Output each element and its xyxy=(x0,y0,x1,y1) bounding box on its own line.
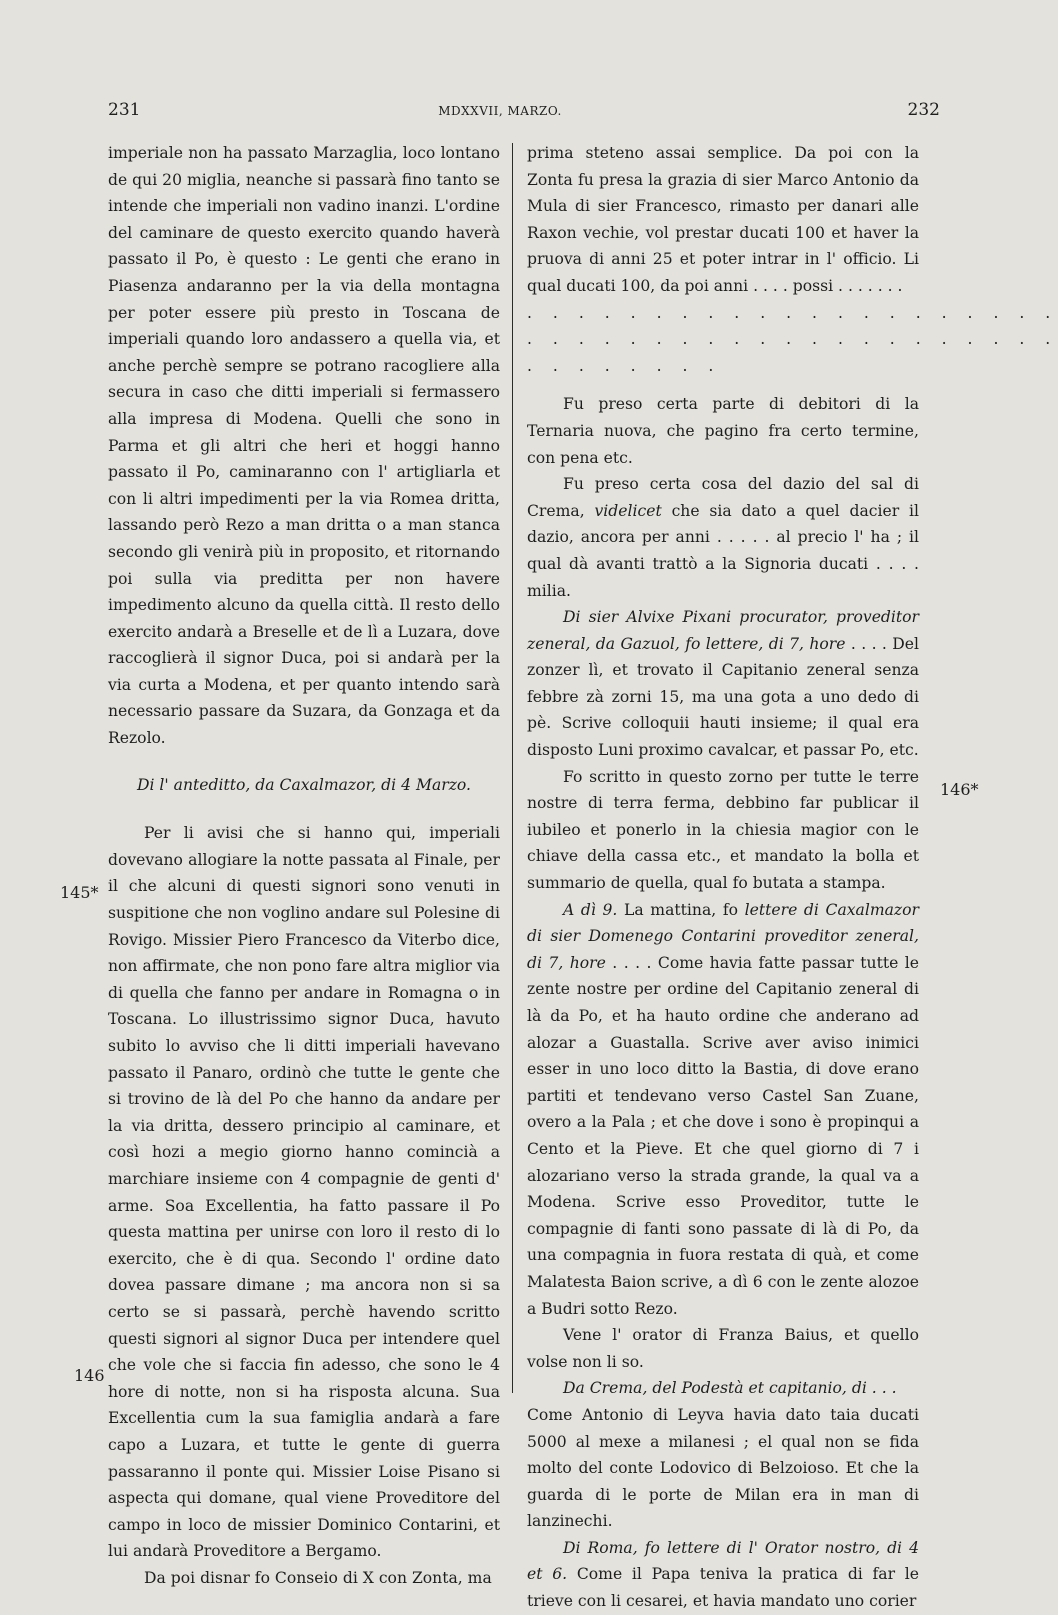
paragraph: Come Antonio di Leyva havia dato taia ducati 5000 al mexe a milanesi ; el qual non se fida molto del conte Lodovico di Belzoioso. Et che la guarda di le porte de Milan era in man di lanzinechi. xyxy=(527,1405,919,1531)
paragraph: imperiale non ha passato Marzaglia, loco lontano de qui 20 miglia, neanche si passarà fino tanto se intende che imperiali non vadino inanzi. L'ordine del caminare de questo exercito quando haverà passato il Po, è questo : Le genti che erano in Piasenza andaranno per la via della montagna per poter essere più presto in Toscana de imperiali quando loro andassero a quella via, et anche perchè sempre se potrano racogliere alla secura in caso che ditti imperiali si fermassero alla impresa di Modena. Quelli che sono in Parma et gli altri che heri et hoggi hanno passato il Po, caminaranno con l' artigliarla et con li altri impedimenti per la via Romea dritta, lassando però Rezo a man dritta o a man stanca secondo gli venirà più in proposito, et ritornando poi sulla via preditta per non havere impedimento alcuno da quella città. Il resto dello exercito andarà a Breselle et de lì a Luzara, dove raccoglierà il signor Duca, poi si andarà per la via curta a Modena, et per quanto intendo sarà necessario passare da Suzara, da Gonzaga et da Rezolo. xyxy=(108,144,500,748)
paragraph xyxy=(527,1535,919,1615)
text-span: La mattina, fo xyxy=(624,900,738,919)
text-span: . . . . Del zonzer lì, et trovato il Capitanio zeneral senza febbre zà zorni 15, ma una gota a uno dedo di pè. Scrive colloquii hauti insieme; il qual era disposto Luni proximo cavalcar, et passar Po, etc. xyxy=(527,634,919,760)
left-column xyxy=(108,140,500,1591)
left-page-number: 231 xyxy=(108,100,141,120)
paragraph xyxy=(527,604,919,764)
paragraph: Vene l' orator di Franza Baius, et quello volse non li so. xyxy=(527,1326,919,1371)
italic-span: Di sier Alvixe Pixani procurator, proveditor zeneral, da Gazuol, fo lettere, di 7, hore xyxy=(527,608,919,653)
paragraph xyxy=(527,471,919,604)
italic-span: lettere di Caxalmazor di sier Domenego Contarini proveditor zeneral, di 7, hore xyxy=(527,900,919,972)
paragraph: Fo scritto in questo zorno per tutte le terre nostre di terra ferma, debbino far publicar il iubileo et ponerlo in la chiesia magior con le chiave della cassa etc., et mandato la bolla et summario de quella, qual fo butata a stampa. xyxy=(527,767,919,893)
text-span: che sia dato a quel dacier il dazio, ancora per anni . . . . . al precio l' ha ; il qual dà avanti trattò a la Signoria ducati . . . . milia. xyxy=(527,501,919,600)
ellipsis-line: . . . . . . . . xyxy=(527,356,722,375)
margin-number-145: 145* xyxy=(60,883,99,902)
text-span: Come il Papa teniva la pratica di far le trieve con li cesarei, et havia mandato uno corier xyxy=(527,1565,919,1611)
paragraph: prima steteno assai semplice. Da poi con la Zonta fu presa la grazia di sier Marco Antonio da Mula di sier Francesco, rimasto per danari alle Raxon vechie, vol prestar ducati 100 et haver la pruova di anni 25 et poter intrar in l' officio. Li qual ducati 100, da poi anni . . . . possi . . . . . . . xyxy=(527,144,919,295)
paragraph: Fu preso certa parte di debitori di la Ternaria nuova, che pagino fra certo termine, con pena etc. xyxy=(527,395,919,467)
margin-number-146-left: 146 xyxy=(74,1366,105,1385)
italic-span: Da Crema, del Podestà et capitanio, di . . . xyxy=(563,1379,897,1398)
paragraph xyxy=(527,1375,919,1402)
italic-span: videlicet xyxy=(594,501,662,520)
text-span: . . . . Come havia fatte passar tutte le zente nostre per ordine del Capitanio zeneral di là da Po, et ha hauto ordine che anderano ad alozar a Guastalla. Scrive aver aviso inimici esser in uno loco ditto la Bastia, di dove erano partiti et tendevano verso Castel San Zuane, overo a la Pala ; et che dove i sono è propinqui a Cento et la Pieve. Et che quel giorno di 7 i alozariano verso la strada grande, la qual va a Modena. Scrive esso Proveditor, tutte le compagnie di fanti sono passate di là di Po, da una compagnia in fuora restata di quà, et come Malatesta Baion scrive, a dì 6 con le zente alozoe a Budri sotto Rezo. xyxy=(527,953,920,1318)
paragraph xyxy=(527,897,919,1323)
italic-span: Di Roma, fo lettere di l' Orator nostro, di 4 et 6. xyxy=(527,1538,919,1584)
paragraph: Per li avisi che si hanno qui, imperiali dovevano allogiare la notte passata al Finale, per il che alcuni di questi signori sono venuti in suspitione che non voglino andare sul Polesine di Rovigo. Missier Piero Francesco da Viterbo dice, non affirmate, che non pono fare altra miglior via di quella che fanno per andare in Romagna o in Toscana. Lo illustrissimo signor Duca, havuto subito lo avviso che li ditti imperiali havevano passato il Panaro, ordinò che tutte le gente che si trovino de là del Po che hanno da andare per la via dritta, dessero principio al caminare, et così hozi a megio giorno hanno comincià a marchiare insieme con 4 compagnie de genti d' arme. Soa Excellentia, ha fatto passare il Po questa mattina per unirse con loro il resto di lo exercito, che è di qua. Secondo l' ordine dato dovea passare dimane ; ma ancora non si sa certo se si passarà, perchè havendo scritto questi signori al signor Duca per intendere quel che vole che si faccia fin adesso, che sono le 4 hore di notte, non si ha risposta alcuna. Sua Excellentia cum la sua famiglia andarà a fare capo a Luzara, et tutte le gente di guerra passaranno il ponte qui. Missier Loise Pisano si aspecta qui domane, qual viene Proveditore del campo in loco de missier Dominico Contarini, et lui andarà Proveditore a Bergamo. xyxy=(108,824,500,1561)
paragraph: Da poi disnar fo Conseio di X con Zonta, ma xyxy=(144,1568,492,1587)
column-divider xyxy=(512,143,513,1393)
italic-span: A dì 9. xyxy=(563,900,618,919)
right-page-number: 232 xyxy=(907,100,940,120)
margin-number-146-right: 146* xyxy=(940,780,979,799)
running-title: MDXXVII, MARZO. xyxy=(438,104,562,118)
ellipsis-line: . . . . . . . . . . . . . . . . . . . . . xyxy=(527,330,1058,349)
ellipsis-line: . . . . . . . . . . . . . . . . . . . . . xyxy=(527,303,1058,322)
section-heading: Di l' anteditto, da Caxalmazor, di 4 Marzo. xyxy=(136,775,471,794)
text-span: Fu preso certa cosa del dazio del sal di Crema, xyxy=(527,475,919,520)
